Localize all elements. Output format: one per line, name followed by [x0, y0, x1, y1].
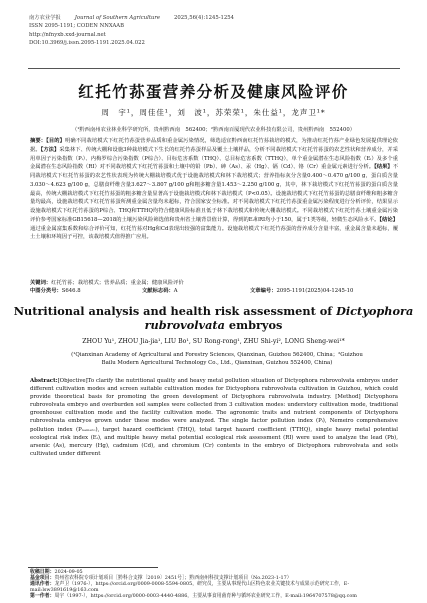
classification-row: [30, 287, 398, 295]
journal-name-row: [29, 14, 234, 22]
document-code: 文献标志码：A: [142, 288, 178, 294]
affiliation-cn: （¹黔西南州农业林业科学研究所，贵州黔西南 562400；²黔西南百厦现代农业科技有限公司，贵州黔西南 552400）: [71, 127, 356, 133]
header-divider: [28, 68, 400, 69]
method-label-cn: 【方法】: [40, 146, 60, 153]
keywords-text-cn: 红托竹荪；栽培模式；营养品质；重金属；健康风险评价: [51, 280, 184, 286]
affiliation-en: (¹Qianxinan Academy of Agricultural and Forestry Sciences, Qianxinan, Guizhou 562400, China；²Guizhou Bailu Modern Agricultural Technology Co., Ltd., Qianxinan, Guizhou 552400, China): [71, 352, 363, 366]
objective-label-en: [Objective]: [57, 378, 88, 384]
journal-header: [29, 14, 401, 47]
footnote-divider: [28, 567, 158, 568]
article-number: 文章编号：2095-1191(2025)04-1245-10: [250, 288, 354, 294]
objective-text-cn: 明确不同栽培模式下红托竹荪蛋营养品质和重金属污染情况，筛选适宜黔西南红托竹荪栽培的模式，为推动红托竹荪产业绿色发展提供理论依据。: [30, 138, 398, 153]
journal-doi[interactable]: DOI:10.3969/j.issn.2095-1191.2025.04.022: [29, 39, 145, 46]
authors-en: ZHOU Yu¹, ZHOU Jia-jia¹, LIU Bo¹, SU Rong-rong¹, ZHU Shi-yi², LONG Sheng-wei¹*: [82, 338, 345, 345]
clc-number: 中图分类号：S646.8: [30, 288, 81, 294]
conclusion-label-cn: 【结论】: [379, 216, 398, 223]
authors-cn: 周 宇¹，周佳佳¹，刘 波¹，苏荣荣¹，朱仕益¹，龙声卫¹*: [101, 108, 326, 117]
conclusion-text-cn: 通过重金属富集系数和综合评价可知，红托竹荪对Hg和Cd表现出较强的富集能力。设施栽培模式下红托竹荪蛋的营养成分含量丰富，重金属含量未超标，覆土土壤和环境因子可控，该栽培模式值得推广应用。: [30, 225, 398, 241]
footnotes: [30, 569, 400, 599]
method-text-cn: 采集林下、传统大棚和设施3种栽培模式下生长的红托竹荪蛋样品及覆土土壤样品，分析不同栽培模式下红托竹荪蛋的农艺性状和营养成分，并采用单因子污染指数（Pᵢ）、内梅罗综合污染指数（P综合）、目标危害系数（THQ）、总目标危害系数（TTHQ），单个重金属潜在生态风险指数（Eᵢ）及多个重金属潜在生态风险指数（RI）对不同栽培模式下红托竹荪蛋和土壤中的铅（Pb）、砷（As）、汞（Hg）、镉（Cd）、铬（Cr）重金属元素进行分析。: [30, 146, 398, 171]
funding: 基金项目：贵州省农科院专项计划项目［黔科合支撑〔2019〕2451号］；黔西南州科技支撑计划项目（No.2023-1-17）: [30, 575, 292, 582]
abstract-en: [30, 377, 398, 458]
journal-url[interactable]: http://nfnyxb.xxd-journal.net: [29, 31, 106, 38]
paper-title-en: Nutritional analysis and health risk assessment of Dictyophora rubrovolvata embryos: [13, 304, 414, 332]
paper-title-cn: 红托竹荪蛋营养分析及健康风险评价: [78, 83, 349, 101]
keywords-cn: [30, 279, 398, 287]
result-label-cn: 【结果】: [374, 164, 393, 171]
abstract-cn-label: 摘要：: [30, 138, 47, 144]
journal-name-en: Journal of Southern Agriculture: [74, 15, 161, 21]
journal-name-cn: 南方农业学报: [29, 15, 61, 21]
journal-issue: 2025,56(4):1245-1254: [174, 15, 234, 21]
result-text-cn: 不同栽培模式下红托竹荪蛋的农艺性状表现为传统大棚栽培模式优于设施栽培模式和林下栽培模式；营养指标灰分含量0.400～0.470 g/100 g，蛋白质含量3.030～4.623 g/100 g，总膳食纤维含量3.627～3.807 g/100 g和粗多糖含量1.453～2.250 g/100 g，其中，林下栽培模式下红托竹荪蛋的蛋白质含量最高，传统大棚栽培模式下红托竹荪蛋的粗多糖含量显著高于设施栽培模式和林下栽培模式（P<0.05）。设施栽培模式下红托竹荪蛋的总膳食纤维和粗多糖含量均最高，设施栽培模式下红托竹荪蛋所测重金属含量均未超标，符合国家安全标准。对不同栽培模式下红托竹荪蛋重金属污染程度进行分析评价，结果显示设施栽培模式下红托竹荪蛋的P综合、THQ和TTHQ均符合健康风险标准且低于林下栽培模式和传统大棚栽培模式。不同栽培模式下红托竹荪土壤重金属污染评价参考国家标准GB15618—2018的土壤污染风险筛选值和贵州省土壤背景值计算，得到的Eᵢ和RI均小于150，属于1类等级，轻微生态风险水平。: [30, 164, 398, 223]
received-date: 收稿日期：2024-09-05: [30, 569, 83, 575]
corresponding-author: 通讯作者：龙声卫（1976-），https://orcid.org/0009-0008-5594-0805，研究员，主要从事现代山区特色农业关键技术与成果示范研究工作，E-mail:lsw3891619@163.com: [30, 581, 350, 594]
keywords-label-cn: 关键词：: [30, 280, 52, 286]
journal-issn: ISSN 2095-1191; CODEN NNXAAB: [29, 23, 125, 30]
objective-label-cn: 【目的】: [46, 138, 65, 144]
abstract-cn: [30, 137, 398, 242]
first-author: 第一作者：周宇（1997-），https://orcid.org/0000-0003-4440-4886，主要从事食用菌育种与循环农业研究工作，E-mail:1964707578@qq.com: [30, 593, 357, 600]
abstract-en-text: To clarify the nutritional quality and heavy metal pollution situation of Dictyophora rubrovolvata embryos under different cultivation modes and screen suitable cultivation modes for Dictyophora rubrovolvata cultivation in Guizhou, which could provide theoretical basis for promoting the green development of Dictyophora rubrovolvata industry. [Method] Dictyophora rubrovolvata embryo and overburden soil samples were collected from 3 cultivation modes: understory cultivation mode, traditional greenhouse cultivation mode and the facility cultivation mode. The agronomic traits and nutrient components of Dictyophora rubrovolvata embryos grown under these modes were analyzed. The single factor pollution index (Pᵢ), Nemeiro comprehensive pollution index (Pₙₑₘₑᵣₒ), target hazard coefficient (THQ), total target hazard coefficient (TTHQ), single heavy metal potential ecological risk index (Eᵢ), and multiple heavy metal potential ecological risk assessment (RI) were used to analyze the lead (Pb), arsenic (As), mercury (Hg), cadmium (Cd), and chromium (Cr) contents in the embryo of Dictyophora rubrovolvata and soils cultivated under different: [30, 378, 398, 457]
abstract-en-label: Abstract:: [30, 378, 58, 384]
